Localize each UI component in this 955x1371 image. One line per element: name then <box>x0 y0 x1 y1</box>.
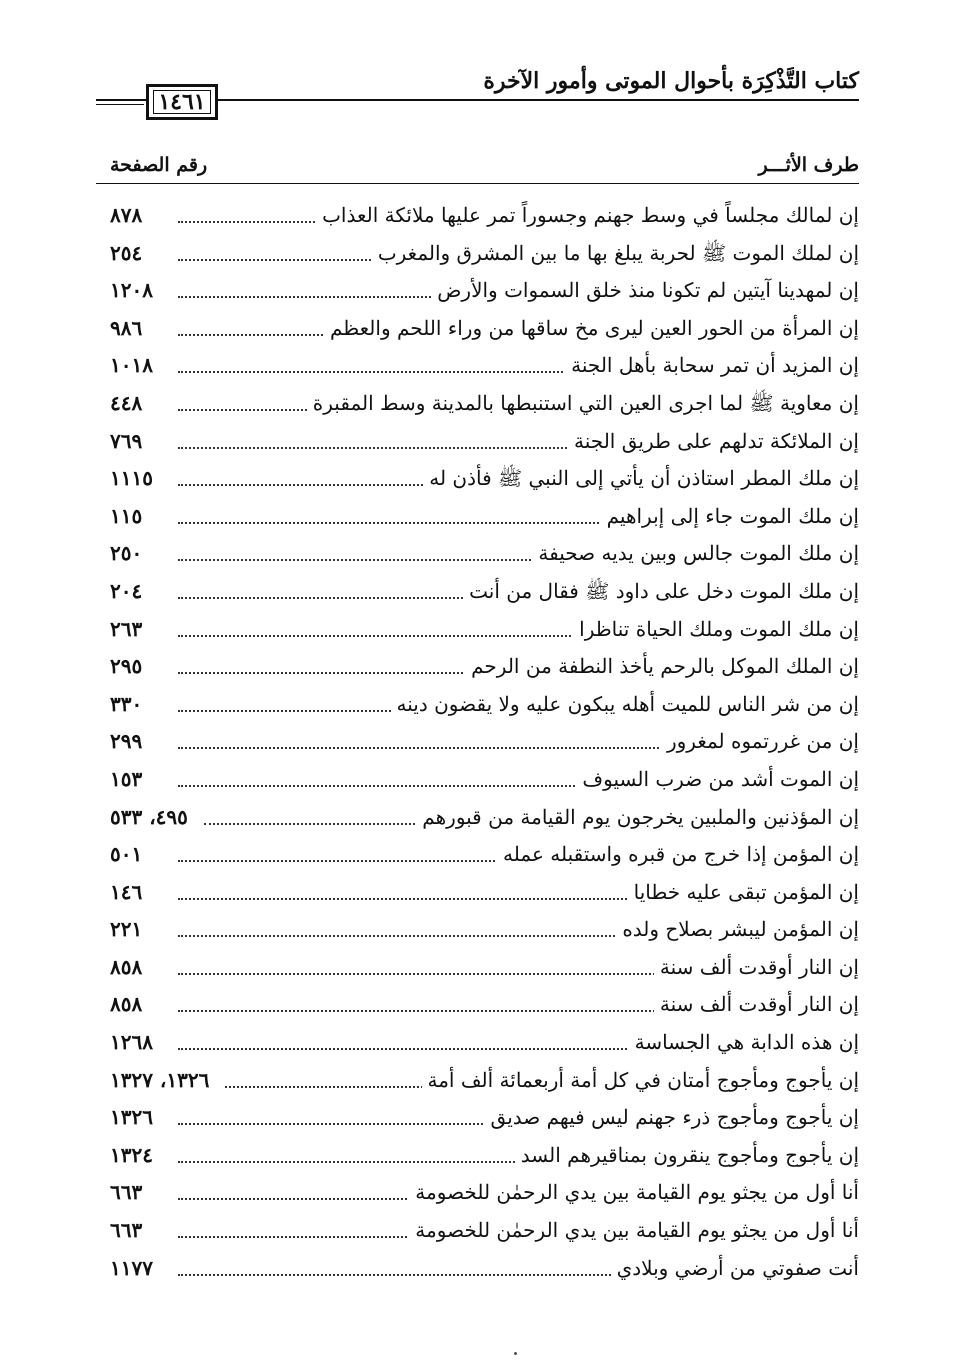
entry-text: أنت صفوتي من أرضي وبلادي <box>611 1256 859 1280</box>
entry-page-number: ٩٨٦ <box>110 315 143 340</box>
index-entry-row <box>96 349 859 387</box>
entry-text: إن هذه الدابة هي الجساسة <box>629 1030 859 1054</box>
entry-text: إن لمهدينا آيتين لم تكونا منذ خلق السموات والأرض <box>431 278 859 302</box>
entry-page-number: ٢٥٤ <box>110 240 143 265</box>
heading-rule <box>96 183 859 184</box>
entry-text: إن الملك الموكل بالرحم يأخذ النطفة من الرحم <box>465 654 859 678</box>
entry-text: إن ملك المطر استاذن أن يأتي إلى النبي ﷺ فأذن له <box>423 466 859 495</box>
entry-page-number: ١٢٦٨ <box>110 1030 153 1055</box>
index-entry-row <box>96 1176 859 1214</box>
entry-text: إن النار أوقدت ألف سنة <box>654 955 859 979</box>
index-entry-row <box>96 988 859 1026</box>
entry-page-number: ١١١٥ <box>110 466 153 491</box>
entry-page-number: ٢٩٩ <box>110 729 143 754</box>
index-entry-row <box>96 1101 859 1139</box>
book-title: كتاب التَّذْكِرَة بأحوال الموتى وأمور الآخرة <box>483 68 859 94</box>
entry-page-number: ١٢٠٨ <box>110 278 153 303</box>
index-entry-row <box>96 237 859 275</box>
entry-page-number: ٧٦٩ <box>110 428 143 453</box>
entry-text: أنا أول من يجثو يوم القيامة بين يدي الرحمٰن للخصومة <box>409 1218 859 1242</box>
entry-text: إن المرأة من الحور العين ليرى مخ ساقها من وراء اللحم والعظم <box>324 316 859 340</box>
index-entry-row <box>96 1214 859 1252</box>
entry-text: إن ملك الموت وملك الحياة تناظرا <box>573 617 859 641</box>
index-entry-row <box>96 500 859 538</box>
page-number: ١٤٦١ <box>158 89 206 115</box>
index-entry-row <box>96 876 859 914</box>
index-entries <box>96 199 859 1289</box>
entry-page-number: ١١٧٧ <box>110 1255 153 1280</box>
index-entry-row <box>96 462 859 500</box>
entry-page-number: ٢٢١ <box>110 917 143 942</box>
heading-hadith-opening: طرف الأثـــر <box>758 154 859 176</box>
index-entry-row <box>96 688 859 726</box>
entry-page-number: ١٤٦ <box>110 879 143 904</box>
entry-page-number: ٨٧٨ <box>110 203 143 227</box>
index-entry-row <box>96 199 859 237</box>
entry-text: إن المؤمن ليبشر بصلاح ولده <box>616 917 859 941</box>
entry-page-number: ٣٣٠ <box>110 691 143 716</box>
entry-page-number: ٢٥٠ <box>110 541 143 566</box>
header-rule-accent <box>96 104 144 105</box>
entry-page-number: ١٠١٨ <box>110 353 153 378</box>
index-entry-row <box>96 425 859 463</box>
entry-page-number: ٢٩٥ <box>110 654 143 679</box>
index-entry-row <box>96 838 859 876</box>
index-entry-row <box>96 387 859 425</box>
index-entry-row <box>96 763 859 801</box>
entry-page-number: ١٥٣ <box>110 766 143 791</box>
entry-page-number: ١٣٢٦، ١٣٢٧ <box>110 1068 217 1092</box>
index-entry-row <box>96 951 859 989</box>
heading-page-number: رقم الصفحة <box>110 154 208 176</box>
entry-text: إن المؤذنين والملبين يخرجون يوم القيامة من قبورهم <box>416 805 859 829</box>
index-entry-row <box>96 274 859 312</box>
index-entry-row <box>96 1252 859 1290</box>
entry-page-number: ٦٦٣ <box>110 1218 143 1243</box>
entry-page-number: ٨٥٨ <box>110 954 143 979</box>
page-number-box <box>146 84 218 120</box>
index-entry-row <box>96 650 859 688</box>
entry-page-number: ٦٦٣ <box>110 1180 143 1205</box>
entry-text: إن المؤمن تبقى عليه خطايا <box>628 880 859 904</box>
index-entry-row <box>96 725 859 763</box>
entry-text: إن النار أوقدت ألف سنة <box>654 992 859 1016</box>
entry-text: إن المؤمن إذا خرج من قبره واستقبله عمله <box>497 842 859 866</box>
index-entry-row <box>96 613 859 651</box>
index-entry-row <box>96 1026 859 1064</box>
index-entry-row <box>96 1139 859 1177</box>
print-speck <box>514 1352 517 1355</box>
entry-text: إن يأجوج ومأجوج ينقرون بمناقيرهم السد <box>515 1143 859 1167</box>
entry-text: إن لملك الموت ﷺ لحربة يبلغ بها ما بين المشرق والمغرب <box>372 241 859 270</box>
entry-text: إن ملك الموت جاء إلى إبراهيم <box>601 504 859 528</box>
entry-text: إن يأجوج ومأجوج ذرء جهنم ليس فيهم صديق <box>485 1105 859 1129</box>
entry-page-number: ١٣٢٤ <box>110 1142 153 1167</box>
index-entry-row <box>96 913 859 951</box>
entry-text: إن الموت أشد من ضرب السيوف <box>576 767 859 791</box>
entry-page-number: ١٣٢٦ <box>110 1105 153 1130</box>
entry-text: إن لمالك مجلساً في وسط جهنم وجسوراً تمر عليها ملائكة العذاب <box>316 203 859 227</box>
index-entry-row <box>96 537 859 575</box>
entry-text: إن ملك الموت جالس وبين يديه صحيفة <box>532 541 859 565</box>
entry-page-number: ١١٥ <box>110 503 143 528</box>
entry-page-number: ٤٩٥، ٥٣٣ <box>110 805 196 829</box>
entry-text: إن المزيد أن تمر سحابة بأهل الجنة <box>565 353 859 377</box>
entry-text: إن معاوية ﷺ لما اجرى العين التي استنبطها بالمدينة وسط المقبرة <box>307 391 859 420</box>
entry-page-number: ٢٦٣ <box>110 616 143 641</box>
entry-page-number: ٢٠٤ <box>110 578 143 603</box>
entry-text: إن ملك الموت دخل على داود ﷺ فقال من أنت <box>463 579 859 608</box>
entry-text: إن من شر الناس للميت أهله يبكون عليه ولا يقضون دينه <box>391 692 859 716</box>
entry-text: إن يأجوج ومأجوج أمتان في كل أمة أربعمائة ألف أمة <box>422 1068 860 1092</box>
entry-page-number: ٨٥٨ <box>110 992 143 1017</box>
index-entry-row <box>96 575 859 613</box>
entry-text: إن من غررتموه لمغرور <box>661 729 859 753</box>
entry-page-number: ٥٠١ <box>110 842 143 867</box>
entry-text: إن الملائكة تدلهم على طريق الجنة <box>568 429 859 453</box>
index-entry-row <box>96 1064 859 1102</box>
index-entry-row <box>96 312 859 350</box>
entry-text: أنا أول من يجثو يوم القيامة بين يدي الرحمٰن للخصومة <box>409 1180 859 1204</box>
entry-page-number: ٤٤٨ <box>110 390 143 415</box>
index-entry-row <box>96 801 859 839</box>
